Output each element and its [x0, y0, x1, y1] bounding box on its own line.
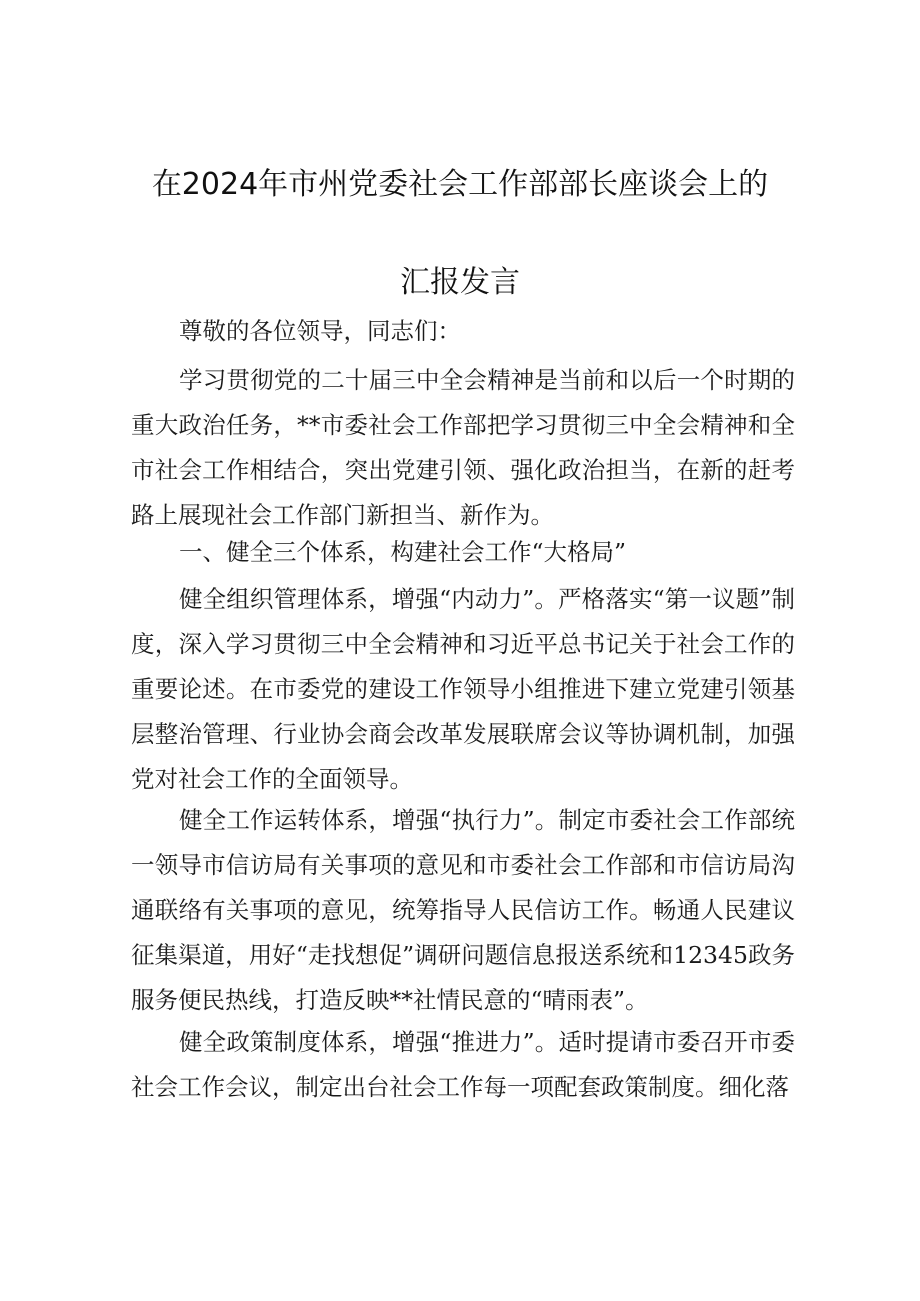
section-heading-1: 一、健全三个体系，构建社会工作“大格局” [179, 538, 627, 566]
document-title-line-1: 在2024年市州党委社会工作部部长座谈会上的 [151, 167, 769, 202]
paragraph-intro: 学习贯彻党的二十届三中全会精神是当前和以后一个时期的重大政治任务，**市委社会工作部把学习贯彻三中全会精神和全市社会工作相结合，突出党建引领、强化政治担当，在新的赶考路上展现社会工作部门新担当、新作为。 [131, 366, 795, 529]
paragraph-policy-system: 健全政策制度体系，增强“推进力”。适时提请市委召开市委社会工作会议，制定出台社会工作每一项配套政策制度。细化落 [131, 1028, 795, 1101]
paragraph-organization-system: 健全组织管理体系，增强“内动力”。严格落实“第一议题”制度，深入学习贯彻三中全会精神和习近平总书记关于社会工作的重要论述。在市委党的建设工作领导小组推进下建立党建引领基层整治管理、行业协会商会改革发展联席会议等协调机制，加强党对社会工作的全面领导。 [131, 585, 795, 793]
document-title-line-2: 汇报发言 [400, 265, 520, 300]
paragraph-operation-system: 健全工作运转体系，增强“执行力”。制定市委社会工作部统一领导市信访局有关事项的意见和市委社会工作部和市信访局沟通联络有关事项的意见，统筹指导人民信访工作。畅通人民建议征集渠道，用好“走找想促”调研问题信息报送系统和12345政务服务便民热线，打造反映**社情民意的“晴雨表”。 [131, 806, 795, 1014]
greeting: 尊敬的各位领导，同志们： [179, 317, 461, 345]
